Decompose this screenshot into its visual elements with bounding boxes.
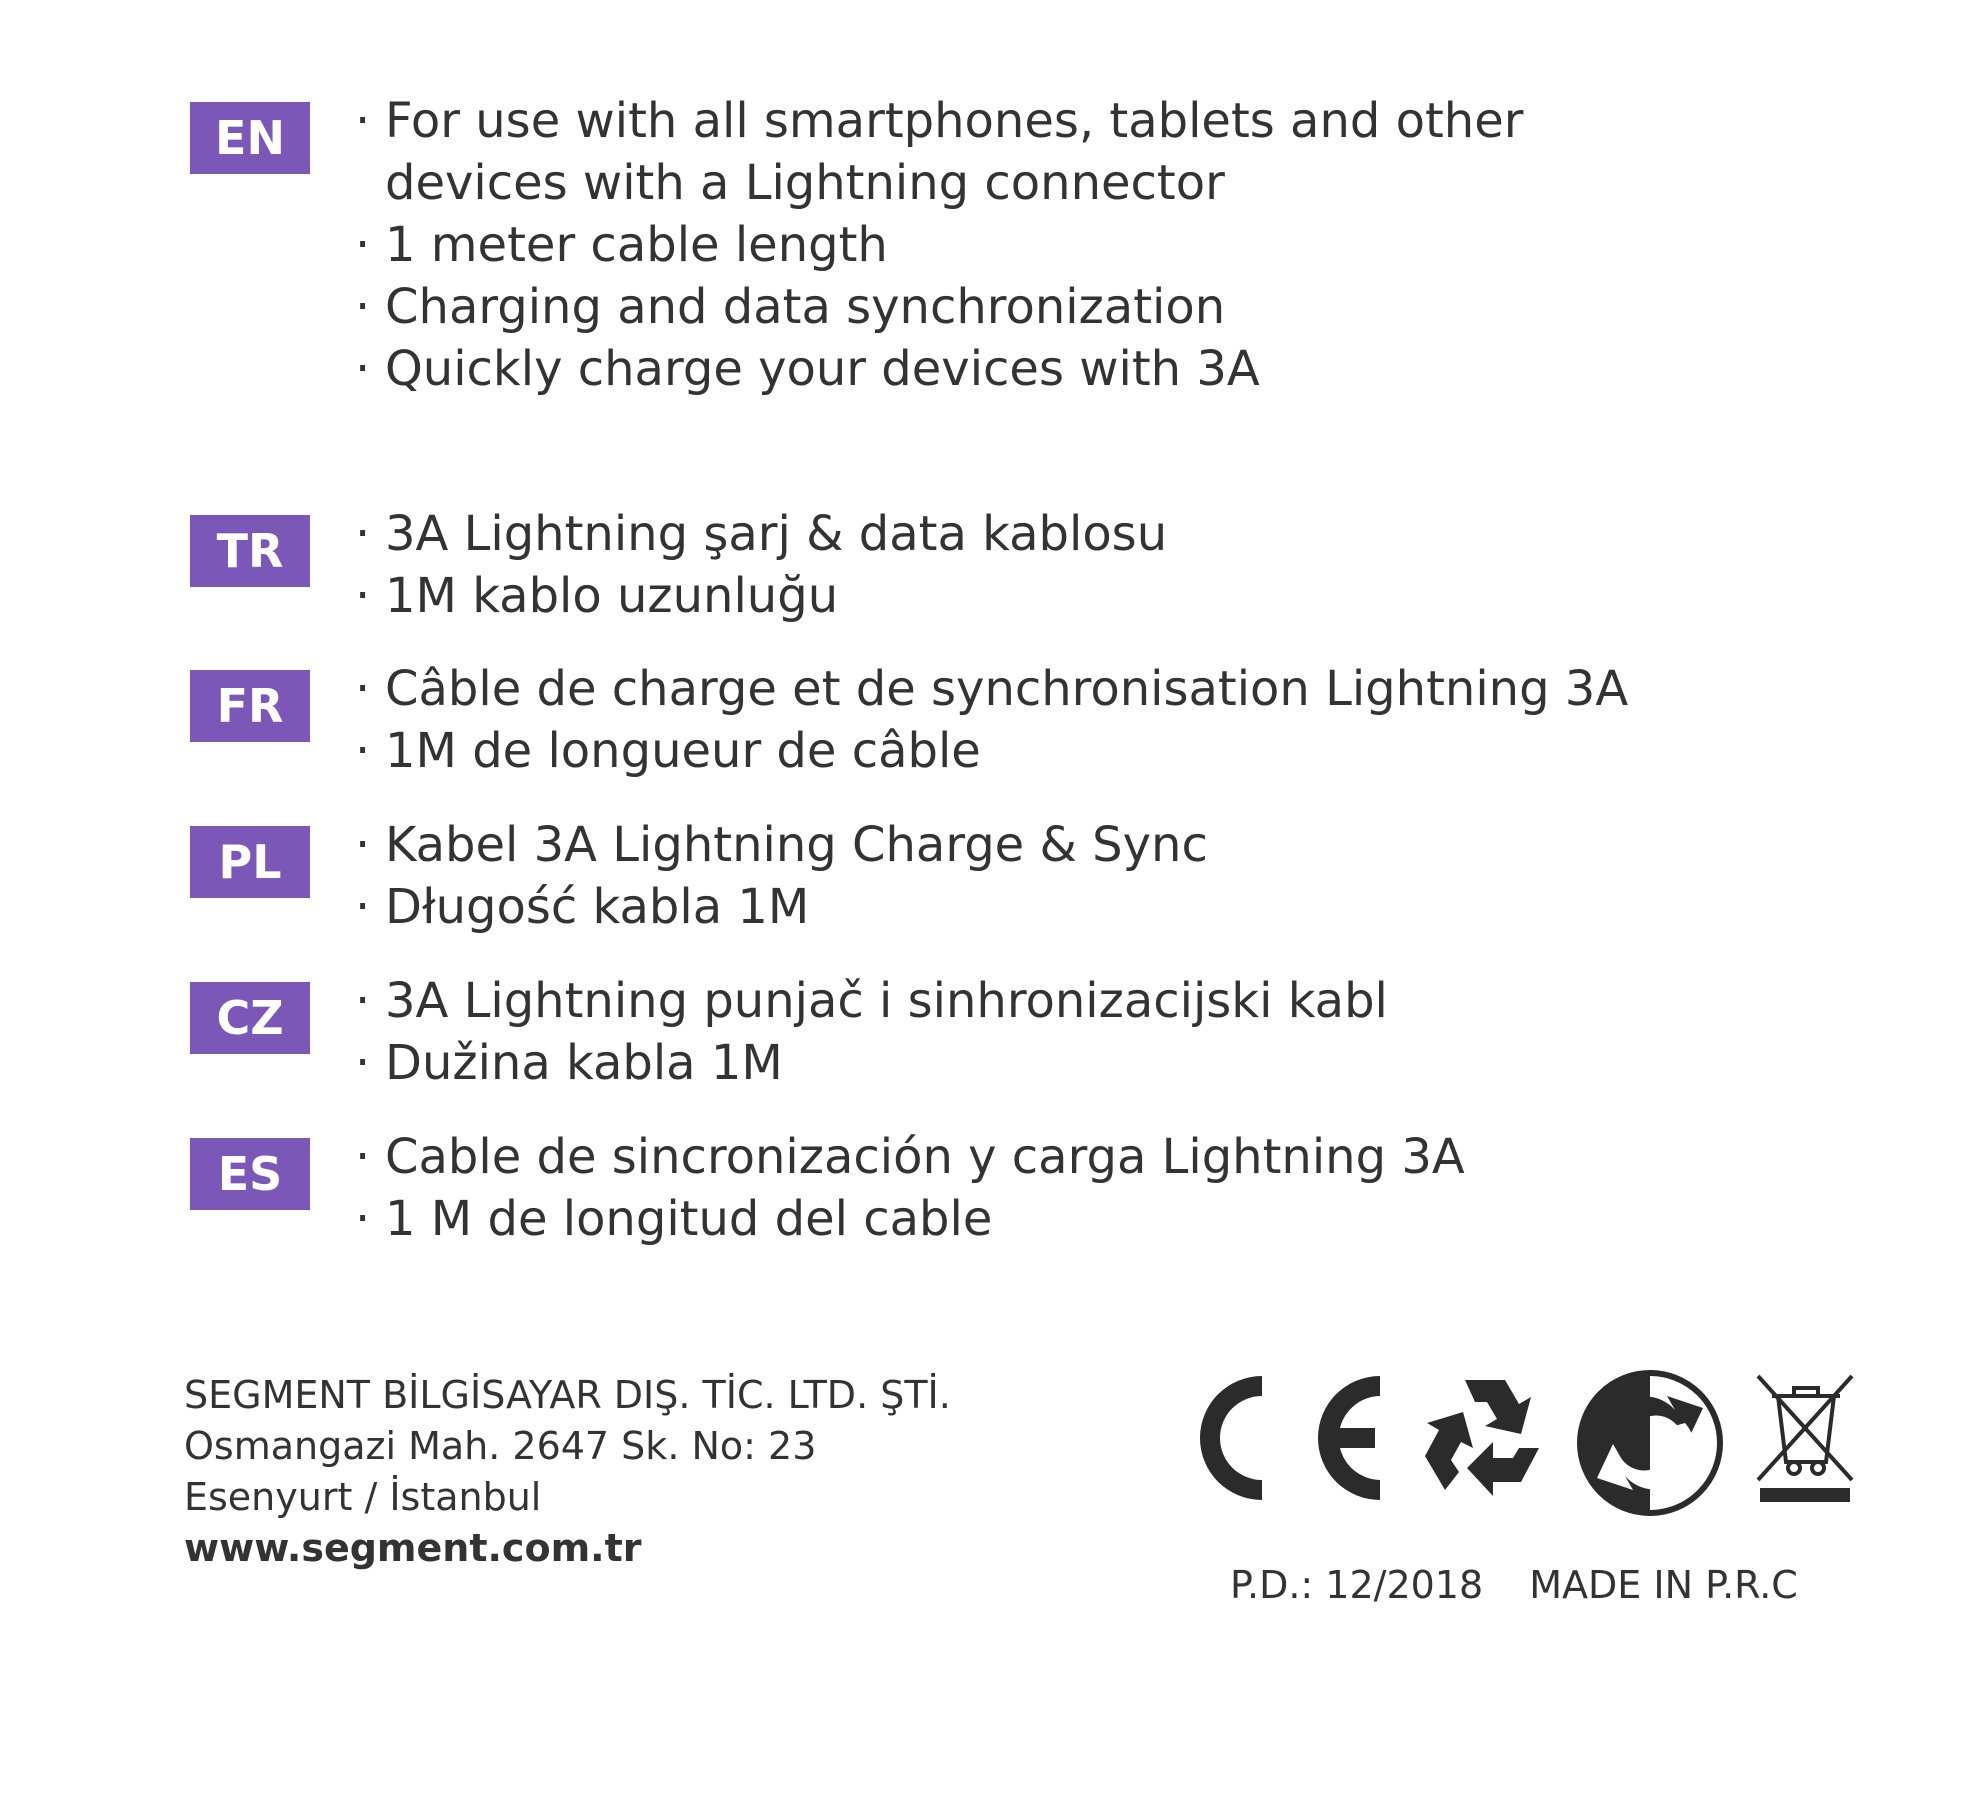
bullet-item: · Długość kabla 1M [355,879,810,935]
bullet-item: · 1M de longueur de câble [355,723,981,779]
bullet-item: · 3A Lightning şarj & data kablosu [355,506,1168,562]
bullet-item: · Kabel 3A Lightning Charge & Sync [355,817,1208,873]
bullet-list-cz [355,970,1388,1094]
weee-bin-icon [1750,1368,1860,1508]
green-dot-icon [1575,1368,1725,1518]
bullet-item: · Quickly charge your devices with 3A [355,341,1260,397]
company-name: SEGMENT BİLGİSAYAR DIŞ. TİC. LTD. ŞTİ. [184,1373,951,1417]
bullet-item: · 3A Lightning punjač i sinhronizacijski kabl [355,973,1388,1029]
production-date: P.D.: 12/2018 [1230,1563,1484,1607]
language-badge-es: ES [190,1138,310,1210]
city: Esenyurt / İstanbul [184,1475,542,1519]
bullet-item: · Cable de sincronización y carga Lightning 3A [355,1129,1465,1185]
bullet-item: · For use with all smartphones, tablets and other devices with a Lightning connector [355,90,1523,214]
bullet-list-en [355,90,1523,400]
country-of-origin: MADE IN P.R.C [1529,1563,1798,1607]
bullet-continuation: devices with a Lightning connector [385,155,1225,211]
recycle-icon [1415,1368,1555,1508]
language-badge-fr: FR [190,670,310,742]
bullet-item: · 1 M de longitud del cable [355,1191,993,1247]
website-link[interactable]: www.segment.com.tr [184,1526,642,1570]
bullet-list-fr [355,658,1628,782]
language-badge-tr: TR [190,515,310,587]
language-badge-en: EN [190,102,310,174]
bullet-list-tr [355,503,1167,627]
street-address: Osmangazi Mah. 2647 Sk. No: 23 [184,1424,817,1468]
compliance-symbols [1190,1368,1860,1518]
bullet-item: · Câble de charge et de synchronisation Lightning 3A [355,661,1629,717]
bullet-item: · Dužina kabla 1M [355,1035,783,1091]
language-badge-pl: PL [190,826,310,898]
company-address [184,1370,951,1574]
bullet-list-pl [355,814,1208,938]
bullet-item: · 1M kablo uzunluğu [355,568,839,624]
production-info [1230,1560,1798,1610]
bullet-list-es [355,1126,1465,1250]
bullet-item: · 1 meter cable length [355,217,888,273]
ce-mark-icon [1190,1368,1390,1508]
bullet-item: · Charging and data synchronization [355,279,1226,335]
language-badge-cz: CZ [190,982,310,1054]
